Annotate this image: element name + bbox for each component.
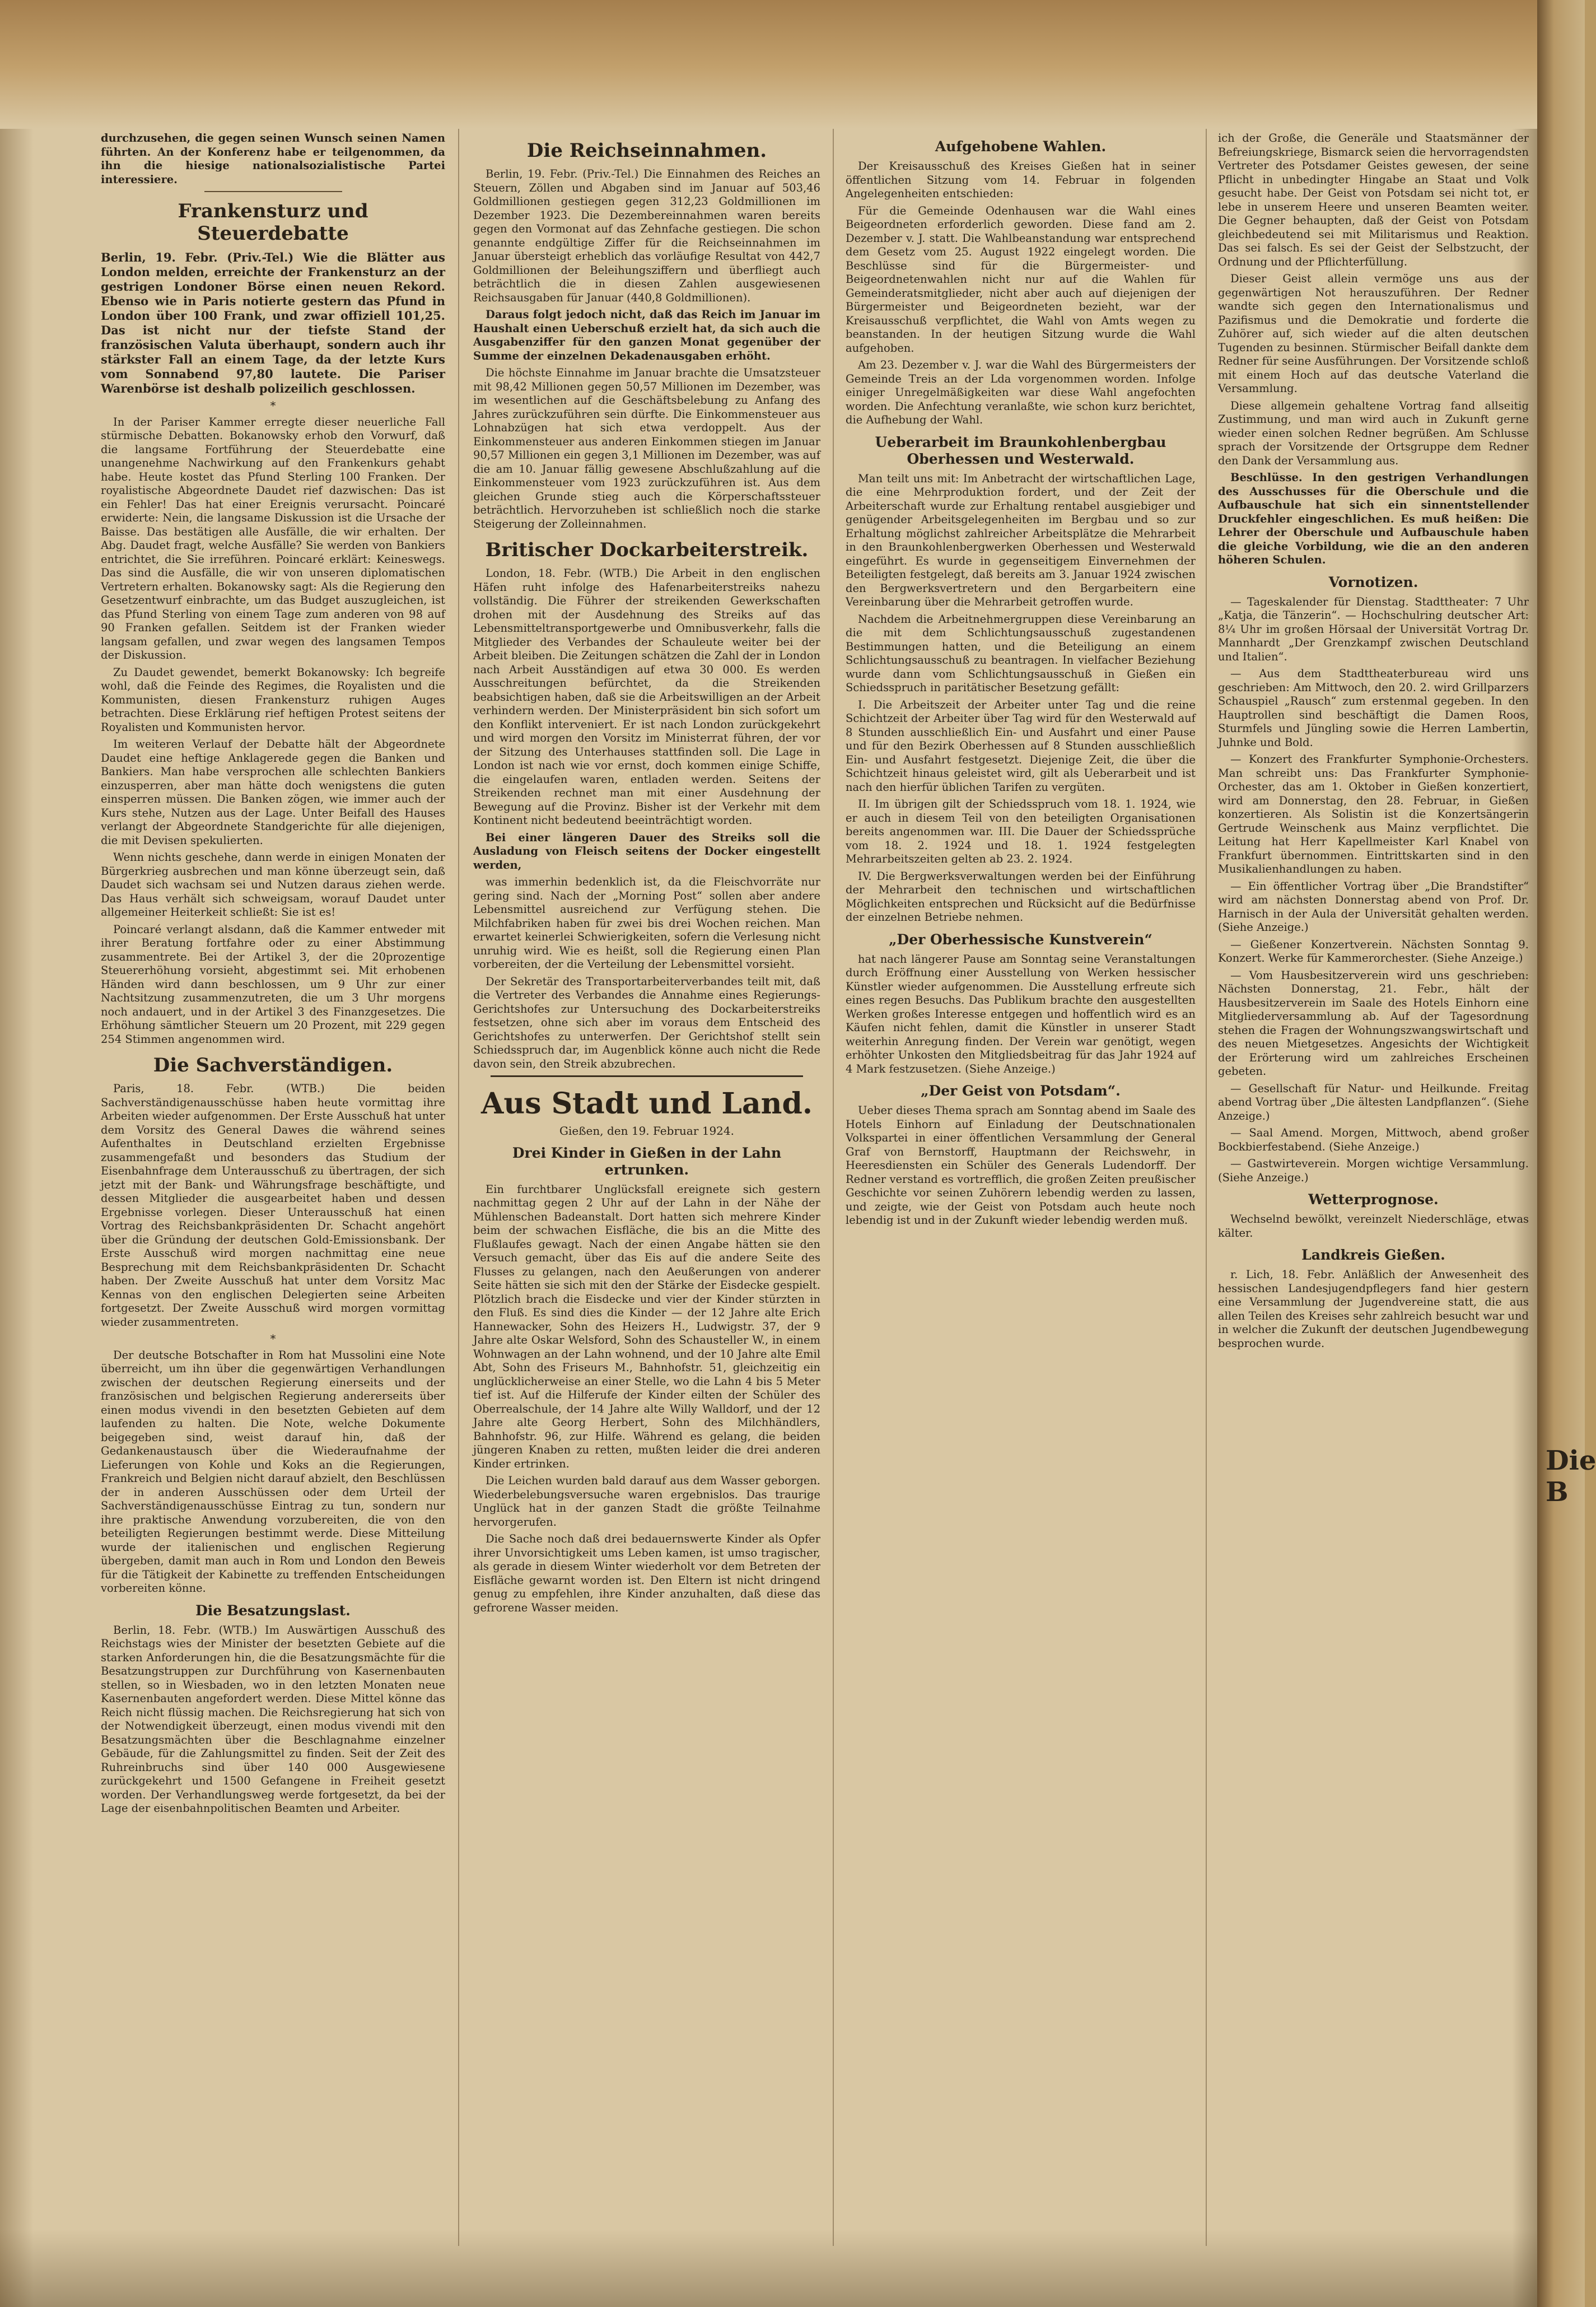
article-paragraph: Berlin, 18. Febr. (WTB.) Im Auswärtigen Ausschuß des Reichstags wies der Minister der besetzten Gebiete auf die starken Anforderungen hin, die die Besatzungsmächte für die Besatzungstruppen zur Durchführung von Kasernenbauten stellen, so in Wiesbaden, wo in den letzten Monaten neue Kasernenbauten angefordert werden. Diese Mittel könne das Reich nicht flüssig machen. Die Reichsregierung hat sich von der Notwendigkeit überzeugt, einen modus vivendi mit den Besatzungsmächten über die Beschlagnahme einzelner Gebäude, für die Zahlungsmittel zu finden. Seit der Zeit des Ruhreinbruchs sind über 140 000 Ausgewiesene zurückgekehrt und 1500 Gefangene in Freiheit gesetzt worden. Der Verhandlungsweg werde fortgesetzt, da bei der Lage der eisenbahnpolitischen Beamten und Arbeiter. bbox=[101, 1623, 445, 1815]
headline-wetterprognose: Wetterprognose. bbox=[1308, 1191, 1439, 1208]
article-continuation: durchzusehen, die gegen seinen Wunsch seinen Namen führten. An der Konferenz habe er teilgenommen, da ihn die hiesige nationalsozialistische Partei interessiere. bbox=[101, 132, 445, 186]
article-continuation: ich der Große, die Generäle und Staatsmänner der Befreiungskriege, Bismarck seien die hervorragendsten Vertreter des Potsdamer Geistes gewesen, der seine Pflicht in unbedingter Hingabe an Staat und Volk gesucht habe. Der Geist von Potsdam sei nicht tot, er lebe in unserem Heere und unseren Beamten weiter. Die Gegner behaupten, daß der Geist von Potsdam gleichbedeutend sei mit Militarismus und Reaktion. Das sei falsch. Es sei der Geist der Selbstzucht, der Ordnung und der Pflichterfüllung. bbox=[1218, 132, 1529, 268]
headline-dockarbeiterstreik: Britischer Dockarbeiterstreik. bbox=[485, 539, 809, 561]
article-paragraph: Ueber dieses Thema sprach am Sonntag abend im Saale des Hotels Einhorn auf Einladung der Deutschnationalen Volkspartei in einer öffentlichen Versammlung der General Graf von Bernstorff, Hauptmann der Reichswehr, in Heeresdiensten ein Schüler des Generals Ludendorff. Der Redner verstand es vortrefflich, die großen Zeiten preußischer Geschichte vor seinen Zuhörern lebendig werden zu lassen, und zeigte, wie der Geist von Potsdam auch heute noch lebendig ist und in der Zukunft wieder lebendig werden muß. bbox=[846, 1104, 1196, 1227]
article-paragraph: Die Leichen wurden bald darauf aus dem Wasser geborgen. Wiederbelebungsversuche waren ergebnislos. Das traurige Unglück hat in der ganzen Stadt die größte Teilnahme hervorgerufen. bbox=[473, 1474, 820, 1528]
headline-geist-von-potsdam: „Der Geist von Potsdam“. bbox=[921, 1083, 1121, 1099]
article-paragraph: Diese allgemein gehaltene Vortrag fand allseitig Zustimmung, und man wird auch in Zukunft gerne wieder einen solchen Redner begrüßen. Am Schlusse sprach der Vorsitzende der Ortsgruppe dem Redner den Dank der Versammlung aus. bbox=[1218, 399, 1529, 467]
headline-vornotizen: Vornotizen. bbox=[1328, 574, 1418, 590]
article-paragraph: Beschlüsse. In den gestrigen Verhandlungen des Ausschusses für die Oberschule und die Aufbauschule hat sich ein sinnentstellender Druckfehler eingeschlichen. Es muß heißen: Die Lehrer der Oberschule und Aufbauschule haben die gleiche Vorbildung, wie die an den anderen höheren Schulen. bbox=[1218, 471, 1529, 566]
notice-item: — Gießener Konzertverein. Nächsten Sonntag 9. Konzert. Werke für Kammerorchester. (Siehe Anzeige.) bbox=[1218, 938, 1529, 964]
section-divider bbox=[491, 1075, 803, 1077]
notice-item: — Aus dem Stadttheaterbureau wird uns geschrieben: Am Mittwoch, den 20. 2. wird Grillparzers Schauspiel „Rausch“ zum erstenmal gegeben. In den Hauptrollen sind beschäftigt die Damen Roos, Sturmfels und Jüngling sowie die Herren Lambertin, Juhnke und Bold. bbox=[1218, 667, 1529, 749]
article-paragraph: London, 18. Febr. (WTB.) Die Arbeit in den englischen Häfen ruht infolge des Hafenarbeiterstreiks nahezu vollständig. Die Führer der streikenden Gewerkschaften drohen mit der Ausdehnung des Streiks auf das Lebensmitteltransportgewerbe und Omnibusverkehr, falls die Mitglieder des Verbandes der Schauleute weiter bei der Arbeit bleiben. Die Zeitungen schätzen die Zahl der in London nach Arbeit Ausständigen auf etwa 30 000. Es werden Ausschreitungen befürchtet, da die Streikenden beabsichtigen haben, daß sie die Arbeitswilligen an der Arbeit verhindern werden. Der Ministerpräsident bin sich sofort um den Konflikt interveniert. Er ist nach London zurückgekehrt und wird morgen den Vorsitz im Ministerrat führen, der vor der Sitzung des Unterhauses stattfinden soll. Die Lage in London ist nach wie vor ernst, doch kommen einige Schiffe, die eingelaufen waren, entladen werden. Seitens der Streikenden rechnet man mit einer Ausdehnung der Bewegung auf die Provinz. Bisher ist der Verkehr mit dem Kontinent nicht bedeutend beeinträchtigt worden. bbox=[473, 567, 820, 827]
notice-item: — Ein öffentlicher Vortrag über „Die Brandstifter“ wird am nächsten Donnerstag abend von Prof. Dr. Harnisch in der Aula der Universität gehalten werden. (Siehe Anzeige.) bbox=[1218, 879, 1529, 934]
article-paragraph: Der Kreisausschuß des Kreises Gießen hat in seiner öffentlichen Sitzung vom 14. Februar in folgenden Angelegenheiten entschieden: bbox=[846, 160, 1196, 200]
column-4 bbox=[1218, 132, 1529, 2249]
adjacent-page-heading: Die B bbox=[1546, 1445, 1596, 1508]
article-paragraph: Zu Daudet gewendet, bemerkt Bokanowsky: Ich begreife wohl, daß die Feinde des Regimes, die Royalisten und die Kommunisten, diesen Frankensturz ruhigen Auges betrachten. Diese Erklärung rief heftigen Protest seitens der Royalisten und Kommunisten hervor. bbox=[101, 665, 445, 734]
headline-kunstverein: „Der Oberhessische Kunstverein“ bbox=[889, 931, 1152, 948]
notice-item: — Konzert des Frankfurter Symphonie-Orchesters. Man schreibt uns: Das Frankfurter Symphonie-Orchester, das am 1. Oktober in Gießen konzertiert, wird am Donnerstag, den 28. Februar, in Gießen konzertieren. Als Solistin ist die Konzertsängerin Gertrude Weinschenk aus Mainz verpflichtet. Die Leitung hat Herr Kapellmeister Karl Knabel von Frankfurt übernommen. Eintrittskarten sind in den Musikalienhandlungen zu haben. bbox=[1218, 753, 1529, 875]
article-paragraph: Man teilt uns mit: Im Anbetracht der wirtschaftlichen Lage, die eine Mehrproduktion fordert, und der Zeit der Arbeiterschaft wurde zur Erhaltung rentabel ausgiebiger und genügender Arbeitsgelegenheiten im Bergbau und so zur Erhaltung möglichst zahlreicher Arbeitsplätze die Mehrarbeit in den Braunkohlenbergwerken Oberhessen und Westerwald eingeführt. Es wurde in gegenseitigem Einvernehmen der Beteiligten festgelegt, daß bereits am 3. Januar 1924 zwischen den Bergwerksvertretern und den Bergarbeitern eine Vereinbarung über die Mehrarbeit getroffen wurde. bbox=[846, 472, 1196, 608]
column-rule bbox=[458, 129, 459, 2246]
folded-top-edge bbox=[0, 0, 1585, 129]
article-emphasis: Daraus folgt jedoch nicht, daß das Reich im Januar im Haushalt einen Ueberschuß erzielt hat, da sich auch die Ausgabenziffer für den ganzen Monat gegenüber der Summe der einzelnen Dekadenausgaben erhöht. bbox=[473, 308, 820, 362]
article-paragraph: Die höchste Einnahme im Januar brachte die Umsatzsteuer mit 98,42 Millionen gegen 50,57 Millionen im Dezember, was im wesentlichen auf die Geschäftsbelebung zu Anfang des Jahres zurückzuführen sein dürfte. Die Einkommensteuer aus Lohnabzügen hat sich etwa verdoppelt. Aus der Einkommensteuer aus anderen Einkommen stiegen im Januar 90,57 Millionen ein gegen 3,1 Millionen im Dezember, was auf die am 10. Januar fällig gewesene Abschlußzahlung auf die Einkommensteuer vom 1923 zurückzuführen ist. Aus dem gleichen Grunde stieg auch die Körperschaftssteuer beträchtlich. Hervorzuheben ist schließlich noch die starke Steigerung der Zolleinnahmen. bbox=[473, 366, 820, 530]
headline-kinder-ertrunken: Drei Kinder in Gießen in der Lahn ertrunken. bbox=[512, 1144, 782, 1178]
notice-item: — Gesellschaft für Natur- und Heilkunde. Freitag abend Vortrag über „Die ältesten Landpflanzen“. (Siehe Anzeige.) bbox=[1218, 1082, 1529, 1122]
column-rule bbox=[833, 129, 834, 2246]
article-lead: Berlin, 19. Febr. (Priv.-Tel.) Wie die Blätter aus London melden, erreichte der Frankensturz an der gestrigen Londoner Börse einen neuen Rekord. Ebenso wie in Paris notierte gestern das Pfund in London über 100 Frank, und zwar offiziell 101,25. Das ist nicht nur der tiefste Stand der französischen Valuta überhaupt, sondern auch ihr stärkster Fall an einem Tage, da der letzte Kurs vom Sonnabend 97,80 lautete. Die Pariser Warenbörse ist deshalb polizeilich geschlossen. bbox=[101, 250, 445, 395]
article-paragraph: Ein furchtbarer Unglücksfall ereignete sich gestern nachmittag gegen 2 Uhr auf der Lahn in der Nähe der Mühlenschen Badeanstalt. Dort hatten sich mehrere Kinder beim der schwachen Eisfläche, die bis an die Mitte des Flußlaufes gewagt. Nach der einen Angabe hätten sie den Versuch gemacht, über das Eis auf die andere Seite des Flusses zu gelangen, nach den Aeußerungen von anderer Seite hätten sie sich mit den der Stärke der Eisdecke gespielt. Plötzlich brach die Eisdecke und vier der Kinder stürzten in den Fluß. Es sind dies die Kinder — der 12 Jahre alte Erich Hannewacker, Sohn des Heizers H., Ludwigstr. 37, der 9 Jahre alte Oskar Welsford, Sohn des Schausteller W., in einem Wohnwagen an der Lahn wohnend, und der 10 Jahre alte Emil Abt, Sohn des Friseurs M., Bahnhofstr. 51, gleichzeitig ein unglücklicherweise an einer Stelle, wo die Lahn 4 bis 5 Meter tief ist. Auf die Hilferufe der Kinder eilten der Schüler des Oberrealschule, der 14 Jahre alte Willy Walldorf, und der 12 Jahre alte Georg Herbert, Sohn des Milchhändlers, Bahnhofstr. 96, zur Hilfe. Während es gelang, die beiden jüngeren Knaben zu retten, mußten leider die drei anderen Kinder ertrinken. bbox=[473, 1182, 820, 1470]
headline-frankensturz: Frankensturz und Steuerdebatte bbox=[178, 200, 368, 245]
headline-aufgehobene-wahlen: Aufgehobene Wahlen. bbox=[935, 138, 1107, 155]
weather-text: Wechselnd bewölkt, vereinzelt Niederschläge, etwas kälter. bbox=[1218, 1213, 1529, 1239]
article-paragraph: Paris, 18. Febr. (WTB.) Die beiden Sachverständigenausschüsse haben heute vormittag ihre Arbeiten wieder aufgenommen. Der Erste Ausschuß hat unter dem Vorsitz des General Dawes die während seines Aufenthaltes in Deutschland erzielten Ergebnisse zusammengefaßt und besonders das Studium der Eisenbahnfrage dem Unterausschuß zu übertragen, der sich jetzt mit der Bank- und Währungsfrage beschäftigte, und dessen Mitglieder die ausgearbeitet haben und dessen Ergebnisse vorlegen. Dieser Unterausschuß hat einen Vortrag des Reichsbankpräsidenten Dr. Schacht angehört über die Gründung der deutschen Gold-Emissionsbank. Der Erste Ausschuß wird morgen nachmittag eine neue Besprechung mit dem Reichsbankpräsidenten Dr. Schacht haben. Der Zweite Ausschuß hat unter dem Vorsitz Mac Kennas von den englischen Delegierten seine Arbeiten fortgesetzt. Der Zweite Ausschuß wird morgen vormittag wieder zusammentreten. bbox=[101, 1082, 445, 1329]
article-paragraph: Berlin, 19. Febr. (Priv.-Tel.) Die Einnahmen des Reiches an Steuern, Zöllen und Abgaben sind im Januar auf 503,46 Goldmillionen gestiegen gegen 312,23 Goldmillionen im Dezember 1923. Die Dezembereinnahmen waren bereits gegen den Vormonat auf das Zehnfache gestiegen. Die schon genannte endgültige Ziffer für die Reichseinnahmen im Januar übersteigt erheblich das vorläufige Resultat von 442,7 Goldmillionen der Beleihungsziffern und überfliegt auch beträchtlich die in diesen Zahlen ausgewiesenen Reichsausgaben für Januar (440,8 Goldmillionen). bbox=[473, 167, 820, 304]
notice-item: — Saal Amend. Morgen, Mittwoch, abend großer Bockbierfestabend. (Siehe Anzeige.) bbox=[1218, 1126, 1529, 1153]
article-paragraph: was immerhin bedenklich ist, da die Fleischvorräte nur gering sind. Nach der „Morning Post“ sollen aber andere Lebensmittel ausreichend zur Verfügung stehen. Die Milchfabriken haben für zwei bis drei Wochen reichen. Man erwartet keinerlei Schwierigkeiten, sofern die Verlesung nicht unruhig wird. Wie es heißt, soll die Regierung einen Plan vorbereiten, der die Verteilung der Lebensmittel vorsieht. bbox=[473, 875, 820, 971]
star-divider: * bbox=[270, 399, 276, 412]
column-1 bbox=[101, 132, 445, 2249]
headline-reichseinnahmen: Die Reichseinnahmen. bbox=[526, 139, 767, 162]
notice-item: — Gastwirteverein. Morgen wichtige Versammlung. (Siehe Anzeige.) bbox=[1218, 1157, 1529, 1184]
article-paragraph: Wenn nichts geschehe, dann werde in einigen Monaten der Bürgerkrieg ausbrechen und man könne überzeugt sein, daß Daudet sich wachsam sei und Nutzen daraus ziehen werde. Das Haus verhält sich schweigsam, worauf Daudet unter allgemeiner Heiterkeit schließt: Sie ist es! bbox=[101, 851, 445, 919]
article-paragraph: II. Im übrigen gilt der Schiedsspruch vom 18. 1. 1924, wie er auch in diesem Teil von den beteiligten Organisationen bereits angenommen war. III. Die Dauer der Schiedssprüche vom 18. 2. 1924 und 18. 1. 1924 festgelegten Mehrarbeitszeiten gelten ab 23. 2. 1924. bbox=[846, 798, 1196, 865]
headline-braunkohlenbergbau: Ueberarbeit im Braunkohlenbergbau Oberhessen und Westerwald. bbox=[875, 434, 1166, 467]
article-emphasis: Bei einer längeren Dauer des Streiks soll die Ausladung von Fleisch seitens der Docker eingestellt werden, bbox=[473, 831, 820, 871]
article-paragraph: hat nach längerer Pause am Sonntag seine Veranstaltungen durch Eröffnung einer Ausstellung von Werken hessischer Künstler wieder aufgenommen. Die Ausstellung erfreute sich eines regen Besuchs. Das Publikum brachte den ausgestellten Werken großes Interesse entgegen und hoffentlich wird es an Käufen nicht fehlen, damit die Künstler in unserer Stadt weiterhin Anregung finden. Der Verein war genötigt, wegen erhöhter Unkosten den Mitgliedsbeitrag für das Jahr 1924 auf 4 Mark festzusetzen. (Siehe Anzeige.) bbox=[846, 952, 1196, 1075]
headline-landkreis: Landkreis Gießen. bbox=[1301, 1247, 1445, 1263]
article-paragraph: Dieser Geist allein vermöge uns aus der gegenwärtigen Not herauszuführen. Der Redner wandte sich gegen den Internationalismus und Pazifismus und die Demokratie und forderte die Zuhörer auf, sich wieder auf die alten deutschen Tugenden zu besinnen. Stürmischer Beifall dankte dem Redner für seine Ausführungen. Der Vorsitzende schloß mit einem Hoch auf das deutsche Vaterland die Versammlung. bbox=[1218, 272, 1529, 395]
headline-sachverstaendige: Die Sachverständigen. bbox=[153, 1054, 393, 1076]
article-paragraph: r. Lich, 18. Febr. Anläßlich der Anwesenheit des hessischen Landesjugendpflegers fand hier gestern eine Versammlung der Jugendvereine statt, die aus allen Teilen des Kreises sehr zahlreich besucht war und in welcher die Zukunft der deutschen Jugendbewegung besprochen wurde. bbox=[1218, 1268, 1529, 1350]
headline-besatzungslast: Die Besatzungslast. bbox=[195, 1602, 351, 1619]
column-2 bbox=[473, 132, 820, 2249]
divider bbox=[204, 191, 342, 192]
article-paragraph: Der deutsche Botschafter in Rom hat Mussolini eine Note überreicht, um ihn über die gegenwärtigen Verhandlungen zwischen der deutschen Regierung einerseits und der französischen und belgischen Regierung andererseits über einen modus vivendi in den besetzten Gebieten auf dem laufenden zu halten. Die Note, welche Dokumente beigegeben sind, weist darauf hin, daß der Gedankenaustausch über die Wiederaufnahme der Lieferungen von Kohle und Koks an die Regierungen, Frankreich und Belgien nicht darauf abzielt, den Beschlüssen der in anderen Ausschüssen oder dem Urteil der Sachverständigenausschüsse Eintrag zu tun, sondern nur ihre praktische Anwendung vorzubereiten, die von den beteiligten Regierungen bestimmt werde. Diese Mitteilung wurde der italienischen und englischen Regierung übergeben, damit man auch in Rom und London den Beweis für die Tätigkeit der Kabinette zu treffenden Entscheidungen vorbereiten könne. bbox=[101, 1348, 445, 1595]
adjacent-page-edge bbox=[1537, 0, 1596, 2307]
article-paragraph: Für die Gemeinde Odenhausen war die Wahl eines Beigeordneten erforderlich geworden. Diese fand am 2. Dezember v. J. statt. Die Wahlbeanstandung war entsprechend dem Gesetz vom 25. August 1922 eingelegt worden. Die Beschlüsse sind für die Bürgermeister- und Beigeordnetenwahlen nicht nur auf die Wahlen für Gemeinderatsmitglieder, nicht aber auch auf diejenigen der Bürgermeister und Beigeordneten bezieht, war der Kreisausschuß verpflichtet, die Wahl von Amts wegen zu beanstanden. In der heutigen Sitzung wurde die Wahl aufgehoben. bbox=[846, 204, 1196, 355]
article-paragraph: Im weiteren Verlauf der Debatte hält der Abgeordnete Daudet eine heftige Anklagerede gegen die Banken und Bankiers. Man habe versprochen alle schlechten Bankiers einzusperren, aber man hätte doch wenigstens die guten einsperren müssen. Die Banken zögen, wie immer auch der Kurs stehe, Nutzen aus der Lage. Unter Beifall des Hauses verlangt der Abgeordnete Standgerichte für alle diejenigen, die mit Devisen spekulierten. bbox=[101, 738, 445, 847]
article-paragraph: In der Pariser Kammer erregte dieser neuerliche Fall stürmische Debatten. Bokanowsky erhob den Vorwurf, daß die langsame Fortführung der Steuerdebatte eine unangenehme Nachwirkung auf den Frankenkurs gehabt habe. Heute kostet das Pfund Sterling 100 Franken. Der royalistische Abgeordnete Daudet rief dazwischen: Das ist ein Fehler! Das hat einer Ereignis verursacht. Poincaré erwiderte: Nein, die langsame Diskussion ist die Ursache der Baisse. Das bestätigen alle Ausfälle, die wir erhalten. Der Abg. Daudet fragt, welche Ausfälle? Sie werden von Bankiers entrichtet, die Sie irreführen. Poincaré erklärt: Keineswegs. Das sind die Ausfälle, die wir von unseren diplomatischen Vertretern erhalten. Bokanowsky sagt: Als die Regierung den Gesetzentwurf einbrachte, um das Budget auszugleichen, ist das Pfund Sterling von einem Tage zum anderen von 98 auf 90 Franken gefallen. Seitdem ist der Franken wieder langsam gefallen, und zwar wegen des langsamen Tempos der Diskussion. bbox=[101, 415, 445, 661]
article-paragraph: Poincaré verlangt alsdann, daß die Kammer entweder mit ihrer Beratung fortfahre oder zu einer Abstimmung zusammentrete. Bei der Artikel 3, der die 20prozentige Steuererhöhung vorsieht, abgestimmt sei. Mit erhobenen Händen wird dann beschlossen, um 9 Uhr zur einer Nachtsitzung zusammenzutreten, die um 3 Uhr morgens noch andauert, und in der Artikel 3 des Finanzgesetzes. Die Erhöhung sämtlicher Steuern um 20 Prozent, mit 229 gegen 254 Stimmen angenommen wird. bbox=[101, 922, 445, 1046]
section-heading-stadt-und-land: Aus Stadt und Land. bbox=[481, 1087, 813, 1121]
article-paragraph: I. Die Arbeitszeit der Arbeiter unter Tag und die reine Schichtzeit der Arbeiter über Tag wird für den Westerwald auf 8 Stunden ausschließlich Ein- und Ausfahrt und einer Pause und für den Bezirk Oberhessen auf 8 Stunden ausschließlich Ein- und Ausfahrt festgesetzt. Diejenige Zeit, die über die Schichtzeit hinaus geleistet wird, gilt als Ueberarbeit und ist nach den hierfür üblichen Tarifen zu vergüten. bbox=[846, 698, 1196, 794]
notice-item: — Tageskalender für Dienstag. Stadttheater: 7 Uhr „Katja, die Tänzerin“. — Hochschulring deutscher Art: 8¼ Uhr im großen Hörsaal der Universität Vortrag Dr. Mannhardt „Der Grenzkampf zwischen Deutschland und Italien“. bbox=[1218, 595, 1529, 663]
article-paragraph: Die Sache noch daß drei bedauernswerte Kinder als Opfer ihrer Unvorsichtigkeit ums Leben kamen, ist umso tragischer, als gerade in diesem Winter wiederholt vor dem Betreten der Eisfläche gewarnt worden ist. Den Eltern ist nicht dringend genug zu empfehlen, ihre Kinder anzuhalten, daß diese das gefrorene Wasser meiden. bbox=[473, 1532, 820, 1614]
notice-item: — Vom Hausbesitzerverein wird uns geschrieben: Nächsten Donnerstag, 21. Febr., hält der Hausbesitzerverein im Saale des Hotels Einhorn eine Mitgliederversammlung ab. Auf der Tagesordnung stehen die Fragen der Wohnungszwangswirtschaft und des neuen Mietgesetzes. Angesichts der Wichtigkeit der Erörterung wird um zahlreiches Erscheinen gebeten. bbox=[1218, 968, 1529, 1078]
article-paragraph: Der Sekretär des Transportarbeiterverbandes teilt mit, daß die Vertreter des Verbandes die Annahme eines Regierungs-Gerichtshofes zur Untersuchung des Dockarbeiterstreiks festsetzen, ohne sich aber im voraus dem Entscheid des Gerichtshofes zu unterwerfen. Der Gerichtshof stellt sein Schiedsspruch dar, im Augenblick könne auch nicht die Rede davon sein, den Streik abzubrechen. bbox=[473, 975, 820, 1070]
star-divider: * bbox=[270, 1332, 276, 1345]
article-paragraph: IV. Die Bergwerksverwaltungen werden bei der Einführung der Mehrarbeit den technischen und wirtschaftlichen Möglichkeiten entsprechen und Rücksicht auf die Bedürfnisse der einzelnen Betriebe nehmen. bbox=[846, 869, 1196, 924]
dateline: Gießen, den 19. Februar 1924. bbox=[559, 1124, 734, 1138]
column-rule bbox=[1206, 129, 1207, 2246]
column-3 bbox=[846, 132, 1196, 2249]
article-paragraph: Am 23. Dezember v. J. war die Wahl des Bürgermeisters der Gemeinde Treis an der Lda vorgenommen worden. Infolge einiger Unregelmäßigkeiten war diese Wahl angefochten worden. Die Anfechtung veranlaßte, wie schon kurz berichtet, die Aufhebung der Wahl. bbox=[846, 358, 1196, 426]
article-paragraph: Nachdem die Arbeitnehmergruppen diese Vereinbarung an die mit dem Schlichtungsausschuß zugestandenen Bestimmungen hatten, und die Beteiligung an einem Schlichtungsausschuß zu beantragen. In vielfacher Beziehung wurde dann vom Schlichtungsausschuß in Gießen ein Schiedsspruch in paritätischer Besetzung gefällt: bbox=[846, 612, 1196, 694]
